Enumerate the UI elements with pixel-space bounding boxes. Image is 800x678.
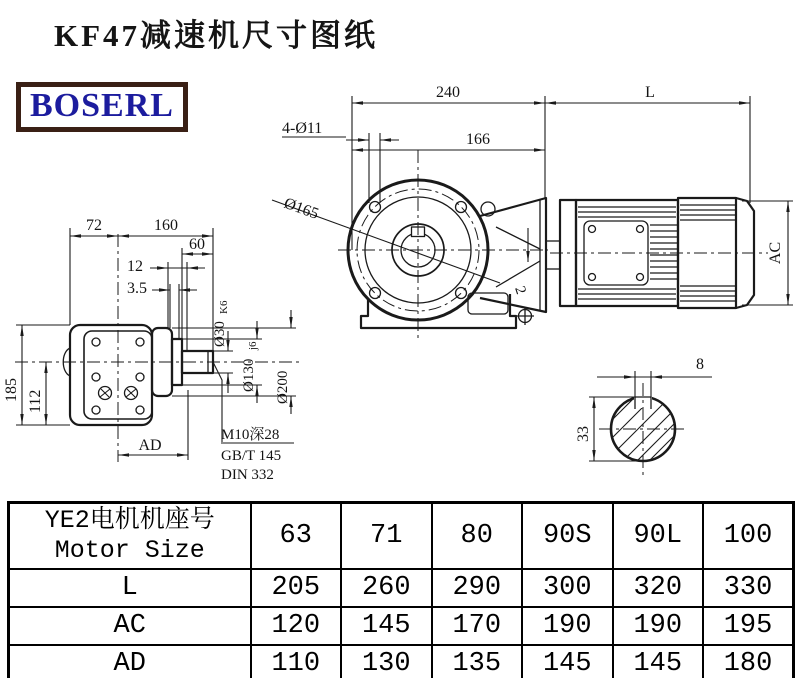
AD-value: 130 — [341, 645, 432, 678]
size-col-80: 80 — [432, 503, 523, 570]
front-view — [272, 84, 793, 338]
dim-185: 185 — [3, 378, 20, 402]
L-value: 300 — [522, 569, 613, 607]
dim-112: 112 — [27, 389, 44, 413]
AC-value: 120 — [251, 607, 342, 645]
AD-value: 135 — [432, 645, 523, 678]
dim-L: L — [645, 84, 655, 101]
dim-flange-od: Ø200 — [275, 370, 291, 404]
dim-spigot-dia: Ø130 — [241, 358, 257, 392]
table-row-AD — [9, 645, 794, 678]
note-tap: M10深28 — [221, 427, 280, 443]
dim-3-5: 3.5 — [127, 280, 147, 297]
AC-value: 190 — [613, 607, 704, 645]
L-value: 260 — [341, 569, 432, 607]
dim-AC: AC — [767, 241, 784, 265]
boserl-logo-text: BOSERL — [30, 87, 174, 124]
L-value: 290 — [432, 569, 523, 607]
dim-shaft-tol: K6 — [218, 300, 230, 314]
row-label-AC: AC — [9, 607, 251, 645]
housing-side-outline — [70, 325, 152, 425]
size-col-63: 63 — [251, 503, 342, 570]
coupling-housing — [546, 241, 560, 269]
page-title: KF47减速机尺寸图纸 — [54, 18, 379, 53]
note-gbt: GB/T 145 — [221, 448, 282, 464]
motor-size-header-en: Motor Size — [54, 536, 205, 565]
size-col-71: 71 — [341, 503, 432, 570]
dim-240: 240 — [436, 84, 460, 101]
motor-size-header — [9, 503, 251, 570]
dim-shaft-dia: Ø30 — [212, 321, 228, 347]
dim-160: 160 — [154, 217, 178, 234]
dim-4xO11: 4-Ø11 — [282, 120, 323, 137]
dim-72: 72 — [86, 217, 102, 234]
dim-AD: AD — [138, 437, 162, 454]
table-row-AC — [9, 607, 794, 645]
motor-size-header-cn: YE2电机机座号 — [44, 506, 215, 535]
L-value: 330 — [703, 569, 794, 607]
dim-spigot-tol: j6 — [247, 341, 259, 350]
size-col-100: 100 — [703, 503, 794, 570]
shaft-section-view — [575, 356, 712, 475]
dim-12: 12 — [127, 258, 143, 275]
note-2-label: 2 — [511, 284, 529, 297]
dim-shaft-height: 33 — [575, 426, 592, 442]
table-row-L — [9, 569, 794, 607]
side-view-dimensions — [3, 217, 296, 483]
dimension-table — [7, 501, 795, 678]
motor — [546, 198, 768, 308]
flange-dia-label: Ø165 — [281, 194, 321, 223]
L-value: 205 — [251, 569, 342, 607]
row-label-L: L — [9, 569, 251, 607]
dim-60: 60 — [189, 236, 205, 253]
side-view — [3, 217, 302, 483]
AD-value: 110 — [251, 645, 342, 678]
table-header-row — [9, 503, 794, 570]
L-value: 320 — [613, 569, 704, 607]
AD-value: 145 — [522, 645, 613, 678]
dim-166: 166 — [466, 131, 490, 148]
size-col-90S: 90S — [522, 503, 613, 570]
AC-value: 145 — [341, 607, 432, 645]
AD-value: 180 — [703, 645, 794, 678]
size-col-90L: 90L — [613, 503, 704, 570]
dim-key-width: 8 — [696, 356, 704, 373]
AD-value: 145 — [613, 645, 704, 678]
AC-value: 170 — [432, 607, 523, 645]
row-label-AD: AD — [9, 645, 251, 678]
AC-value: 195 — [703, 607, 794, 645]
note-din: DIN 332 — [221, 467, 274, 483]
AC-value: 190 — [522, 607, 613, 645]
